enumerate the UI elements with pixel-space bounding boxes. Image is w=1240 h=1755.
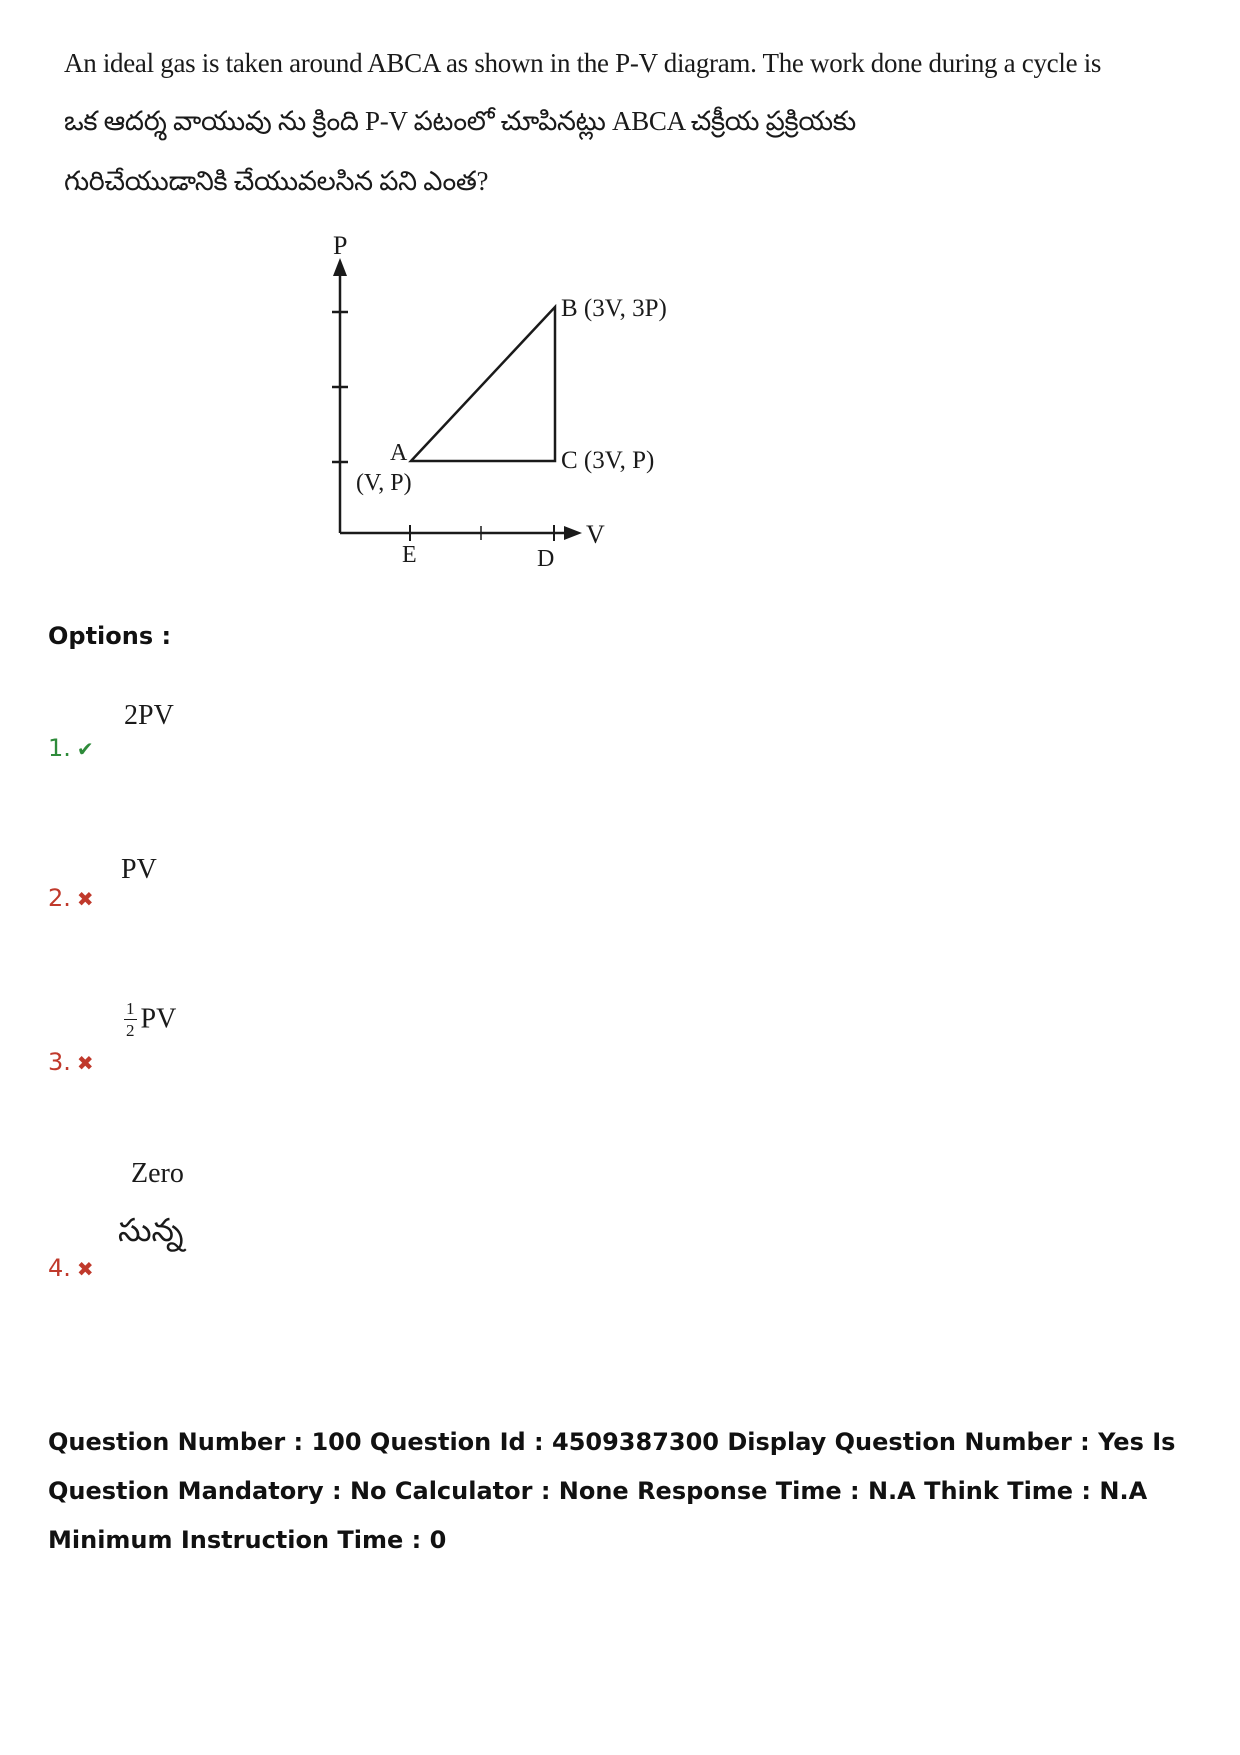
tick-label-e: E xyxy=(402,542,417,568)
fraction-one-half: $\frac{1}{2}$ xyxy=(126,999,135,1040)
cross-icon: ✖ xyxy=(76,1257,94,1281)
option-1-text: 2PV xyxy=(124,700,174,731)
v-axis-arrow xyxy=(564,526,582,540)
point-label-b: B (3V, 3P) xyxy=(561,295,667,322)
option-4-text-telugu: సున్న xyxy=(118,1212,184,1248)
question-text-telugu-line1: ఒక ఆదర్శ వాయువు ను క్రింది P-V పటంలో చూపినట్లు ABCA చక్రీయ ప్రక్రియకు xyxy=(64,106,856,136)
tick-label-d: D xyxy=(537,546,555,572)
option-1-number: 1. ✔ xyxy=(48,734,94,762)
option-3-number: 3. ✖ xyxy=(48,1048,94,1076)
axis-label-p: P xyxy=(333,231,348,260)
pv-diagram xyxy=(300,228,700,588)
check-icon: ✔ xyxy=(76,737,94,761)
options-label: Options : xyxy=(48,622,172,650)
option-4-text: Zero xyxy=(131,1158,184,1189)
option-2-text: PV xyxy=(121,854,157,885)
option-2-number: 2. ✖ xyxy=(48,884,94,912)
point-label-a: A xyxy=(390,440,408,466)
p-axis-arrow xyxy=(333,258,347,276)
question-text-telugu-line2: గురిచేయుడానికి చేయువలసిన పని ఎంత? xyxy=(64,166,489,196)
point-label-c: C (3V, P) xyxy=(561,447,655,474)
cycle-abca xyxy=(411,307,555,461)
option-4-number: 4. ✖ xyxy=(48,1254,94,1282)
question-text-english: An ideal gas is taken around ABCA as shown in the P-V diagram. The work done during a cycle is xyxy=(64,48,1102,78)
axis-label-v: V xyxy=(586,520,605,549)
point-label-a-coords: (V, P) xyxy=(356,470,412,496)
cross-icon: ✖ xyxy=(76,887,94,911)
cross-icon: ✖ xyxy=(76,1051,94,1075)
option-3-text: $\frac{1}{2}$ PV xyxy=(126,999,177,1040)
question-meta: Question Number : 100 Question Id : 4509387300 Display Question Number : Yes Is Question Mandatory : No Calculator : None Response Time : N.A Think Time : N.A Minimum Instruction Time : 0 xyxy=(48,1428,1176,1554)
